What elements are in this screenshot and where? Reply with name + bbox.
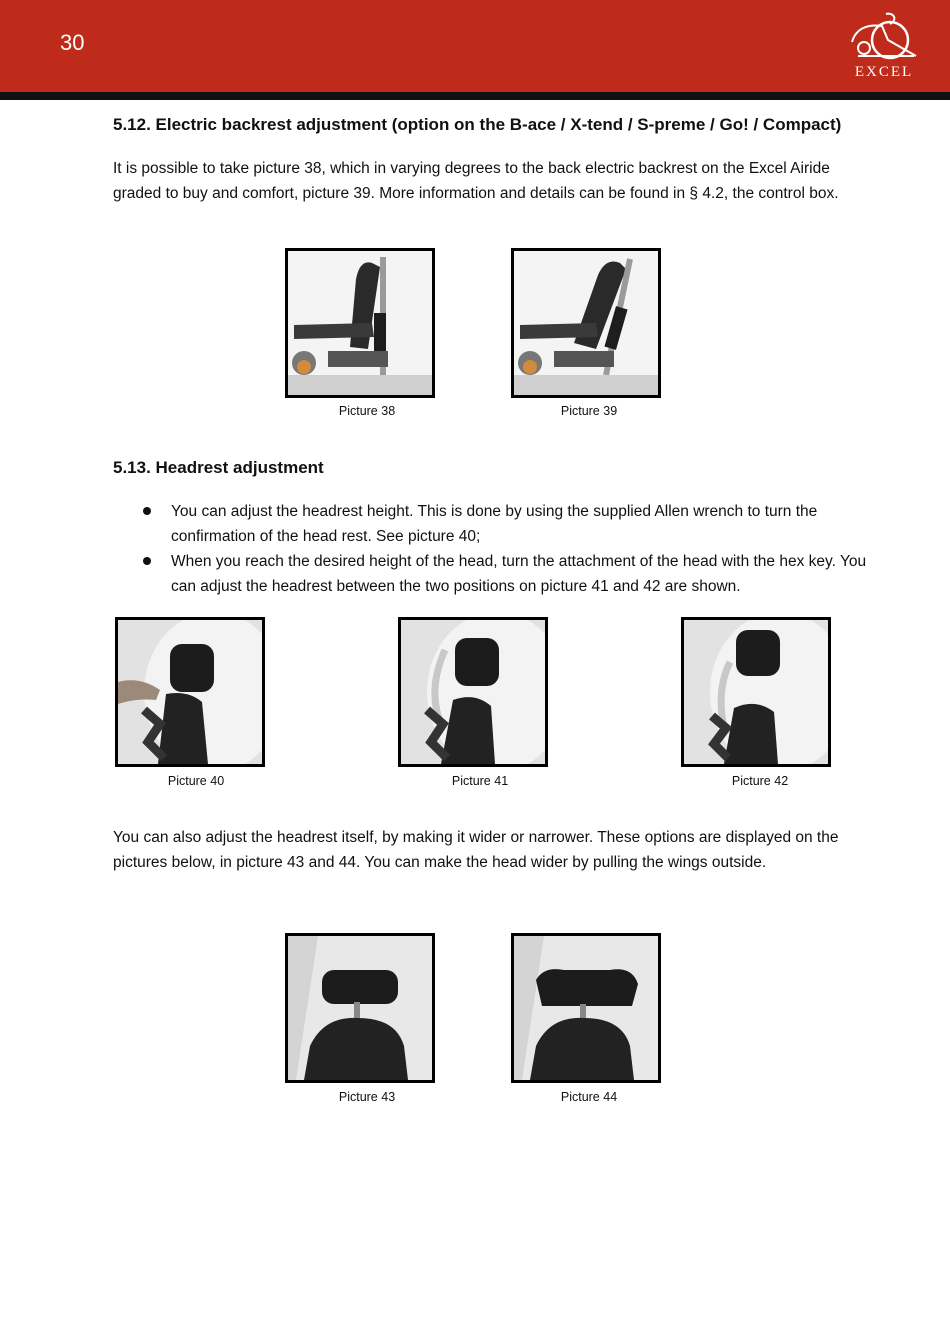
picture-40-image [115,617,265,767]
section-513-heading: 5.13. Headrest adjustment [113,458,324,477]
wheelchair-logo-icon [838,10,930,66]
picture-43-image [285,933,435,1083]
picture-42-caption: Picture 42 [731,774,789,788]
headrest-width-paragraph: You can also adjust the headrest itself, by making it wider or narrower. These options are displayed on the pictures below, in picture 43 and 44. You can make the head wider by pulling the wings outside. [113,829,839,871]
picture-44-caption: Picture 44 [560,1090,618,1104]
picture-39-image [511,248,661,398]
picture-41-image [398,617,548,767]
page-header [0,0,950,92]
bullet-icon [143,557,151,565]
picture-39-caption: Picture 39 [560,404,618,418]
header-divider [0,92,950,100]
bullet-icon [143,507,151,515]
picture-43-caption: Picture 43 [338,1090,396,1104]
list-item: When you reach the desired height of the head, turn the attachment of the head with the hex key. You can adjust the headrest between the two positions on picture 41 and 42 are shown. [113,550,873,599]
picture-40-caption: Picture 40 [167,774,225,788]
headrest-instructions-list [113,500,873,600]
excel-logo [838,10,930,86]
picture-44-image [511,933,661,1083]
picture-38-image [285,248,435,398]
logo-text: EXCEL [854,64,914,80]
page-number: 30 [60,30,85,55]
picture-42-image [681,617,831,767]
section-512-paragraph: It is possible to take picture 38, which in varying degrees to the back electric backrest on the Excel Airide graded to buy and comfort, picture 39. More information and details can be found in § 4.2, the control box. [113,160,839,202]
section-512-heading: 5.12. Electric backrest adjustment (option on the B-ace / X-tend / S-preme / Go! / Compact) [113,115,842,134]
picture-38-caption: Picture 38 [338,404,396,418]
list-item: You can adjust the headrest height. This is done by using the supplied Allen wrench to turn the confirmation of the head rest. See picture 40; [113,500,873,549]
picture-41-caption: Picture 41 [451,774,509,788]
